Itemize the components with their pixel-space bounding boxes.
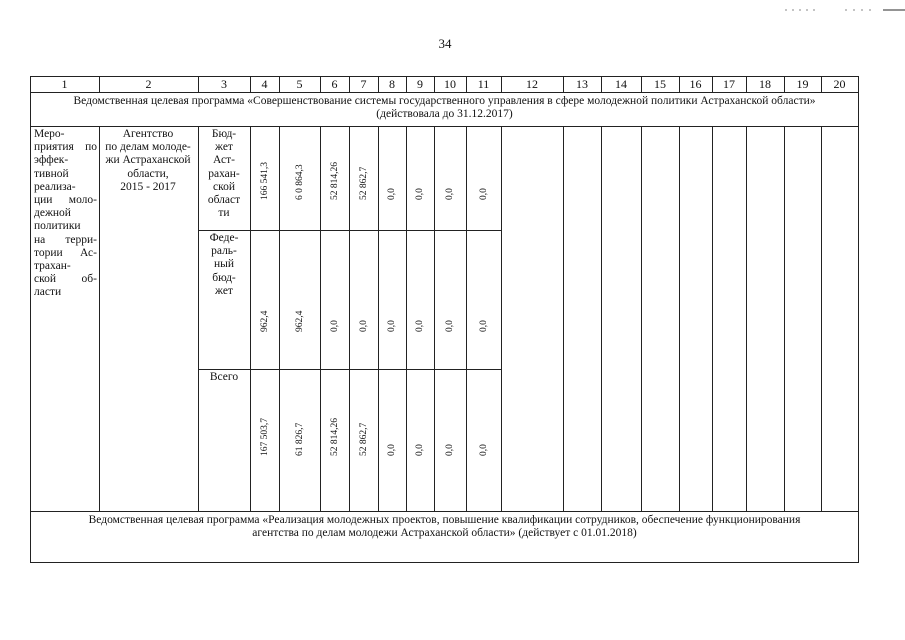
budget-value: 0,0	[387, 320, 397, 332]
column-number: 7	[360, 77, 367, 91]
banner-top-line2: (действовала до 31.12.2017)	[376, 108, 513, 120]
grid-vline	[466, 126, 467, 512]
grid-vline	[30, 76, 31, 563]
measure-text-line: тории Ас-	[34, 246, 97, 259]
grid-vline	[198, 126, 199, 512]
banner-top-line1: Ведомственная целевая программа «Совершенствование системы государственного управления в сфере молодежной политики Астраханской области»	[73, 95, 816, 107]
executor-text-line: области,	[127, 167, 169, 180]
budget-value: 166 541,3	[259, 162, 270, 200]
executor-text-line: Агентство	[122, 128, 174, 140]
column-number: 5	[296, 77, 303, 91]
column-number: 6	[331, 77, 338, 91]
grid-vline	[349, 126, 350, 512]
budget-value: 0,0	[415, 188, 425, 200]
grid-vline	[501, 126, 502, 512]
source-cell-total	[200, 371, 248, 384]
executor-cell	[99, 128, 197, 194]
column-number: 20	[833, 77, 846, 91]
column-number: 1	[61, 77, 68, 91]
source-text-line: жет	[215, 284, 233, 297]
budget-value: 61 826,7	[294, 422, 305, 456]
column-number: 19	[796, 77, 809, 91]
measure-text-line: трахан-	[34, 260, 71, 273]
source-text-line: жет	[215, 141, 233, 154]
grid-vline	[406, 126, 407, 512]
column-number: 13	[576, 77, 588, 91]
budget-value: 6 0 864,3	[294, 164, 305, 200]
source-text-line: рахан-	[208, 167, 240, 180]
measure-text-line: политики	[34, 220, 81, 233]
source-text-line: раль-	[211, 245, 237, 258]
source-text-line: Аст-	[213, 154, 235, 167]
source-text-line: ный	[213, 258, 235, 271]
banner-top	[31, 95, 858, 121]
executor-text-line: 2015 - 2017	[120, 180, 176, 193]
source-text-line: област	[207, 194, 241, 207]
budget-value: 0,0	[358, 320, 369, 332]
measure-text-line: на терри-	[34, 233, 97, 246]
column-number: 12	[526, 77, 538, 91]
source-cell-federal	[200, 232, 248, 298]
grid-hline	[30, 562, 859, 563]
source-cell-regional	[200, 128, 248, 220]
grid-hline	[198, 230, 502, 231]
column-number: 18	[759, 77, 771, 91]
column-number: 2	[145, 77, 152, 91]
measure-text-line: приятия по	[34, 141, 97, 154]
grid-hline	[198, 369, 502, 370]
measure-text-line: ской об-	[34, 273, 97, 286]
budget-value: 52 862,7	[358, 166, 369, 200]
source-text-line: ти	[218, 207, 230, 220]
budget-value: 0,0	[415, 320, 425, 332]
column-number: 17	[723, 77, 735, 91]
source-text-line: Феде-	[209, 232, 239, 244]
source-text-line: ской	[212, 180, 235, 193]
grid-vline	[378, 126, 379, 512]
column-number: 3	[221, 77, 227, 91]
budget-value: 962,4	[294, 310, 305, 332]
grid-vline	[712, 126, 713, 512]
budget-value: 962,4	[259, 310, 270, 332]
budget-value: 0,0	[445, 444, 455, 456]
budget-value: 0,0	[387, 444, 397, 456]
column-number: 16	[689, 77, 702, 91]
measure-text-line: тивной	[34, 167, 69, 180]
budget-value: 52 862,7	[358, 422, 369, 456]
budget-value: 0,0	[415, 444, 425, 456]
budget-value: 52 814,26	[329, 162, 340, 200]
column-number: 10	[444, 77, 456, 91]
column-number: 11	[477, 77, 490, 91]
source-text-line: бюд-	[212, 271, 236, 284]
budget-value: 0,0	[478, 320, 489, 332]
scan-specks	[785, 0, 905, 4]
budget-value: 0,0	[445, 320, 455, 332]
grid-hline	[30, 92, 859, 93]
measure-text-line: дежной	[34, 207, 71, 220]
budget-value: 0,0	[478, 188, 489, 200]
grid-vline	[784, 126, 785, 512]
grid-hline	[30, 126, 859, 127]
budget-value: 52 814,26	[329, 418, 340, 456]
budget-value: 0,0	[478, 444, 489, 456]
column-number: 4	[261, 77, 268, 91]
grid-vline	[679, 126, 680, 512]
grid-vline	[641, 126, 642, 512]
measure-text-line: ласти	[34, 286, 62, 299]
page-number: 34	[438, 36, 452, 51]
budget-value: 167 503,7	[259, 418, 270, 456]
grid-vline	[858, 76, 859, 563]
column-number: 8	[389, 77, 395, 91]
budget-value: 0,0	[387, 188, 397, 200]
measure-text-line: ции моло-	[34, 194, 97, 207]
budget-value: 0,0	[445, 188, 455, 200]
measure-text-line: реализа-	[34, 180, 76, 193]
grid-vline	[746, 126, 747, 512]
measure-text-line: эффек-	[34, 154, 69, 167]
grid-vline	[279, 126, 280, 512]
executor-text-line: по делам молоде-	[105, 141, 191, 154]
banner-bottom	[31, 514, 858, 540]
grid-hline	[30, 511, 859, 512]
measure-text-line: Меро-	[34, 128, 65, 140]
column-number: 15	[654, 77, 666, 91]
grid-vline	[821, 126, 822, 512]
grid-vline	[563, 126, 564, 512]
grid-vline	[601, 126, 602, 512]
banner-bottom-line2: агентства по делам молодежи Астраханской области» (действует с 01.01.2018)	[252, 527, 637, 539]
executor-text-line: жи Астраханской	[105, 154, 191, 167]
column-number: 9	[417, 77, 423, 91]
budget-value: 0,0	[329, 320, 340, 332]
column-number: 14	[615, 77, 627, 91]
grid-vline	[320, 126, 321, 512]
banner-bottom-line1: Ведомственная целевая программа «Реализация молодежных проектов, повышение квалификации сотрудников, обеспечение функционирования	[88, 514, 801, 526]
grid-vline	[434, 126, 435, 512]
source-text-line: Всего	[209, 371, 239, 383]
grid-vline	[250, 126, 251, 512]
measure-cell	[34, 128, 97, 300]
source-text-line: Бюд-	[211, 128, 237, 140]
